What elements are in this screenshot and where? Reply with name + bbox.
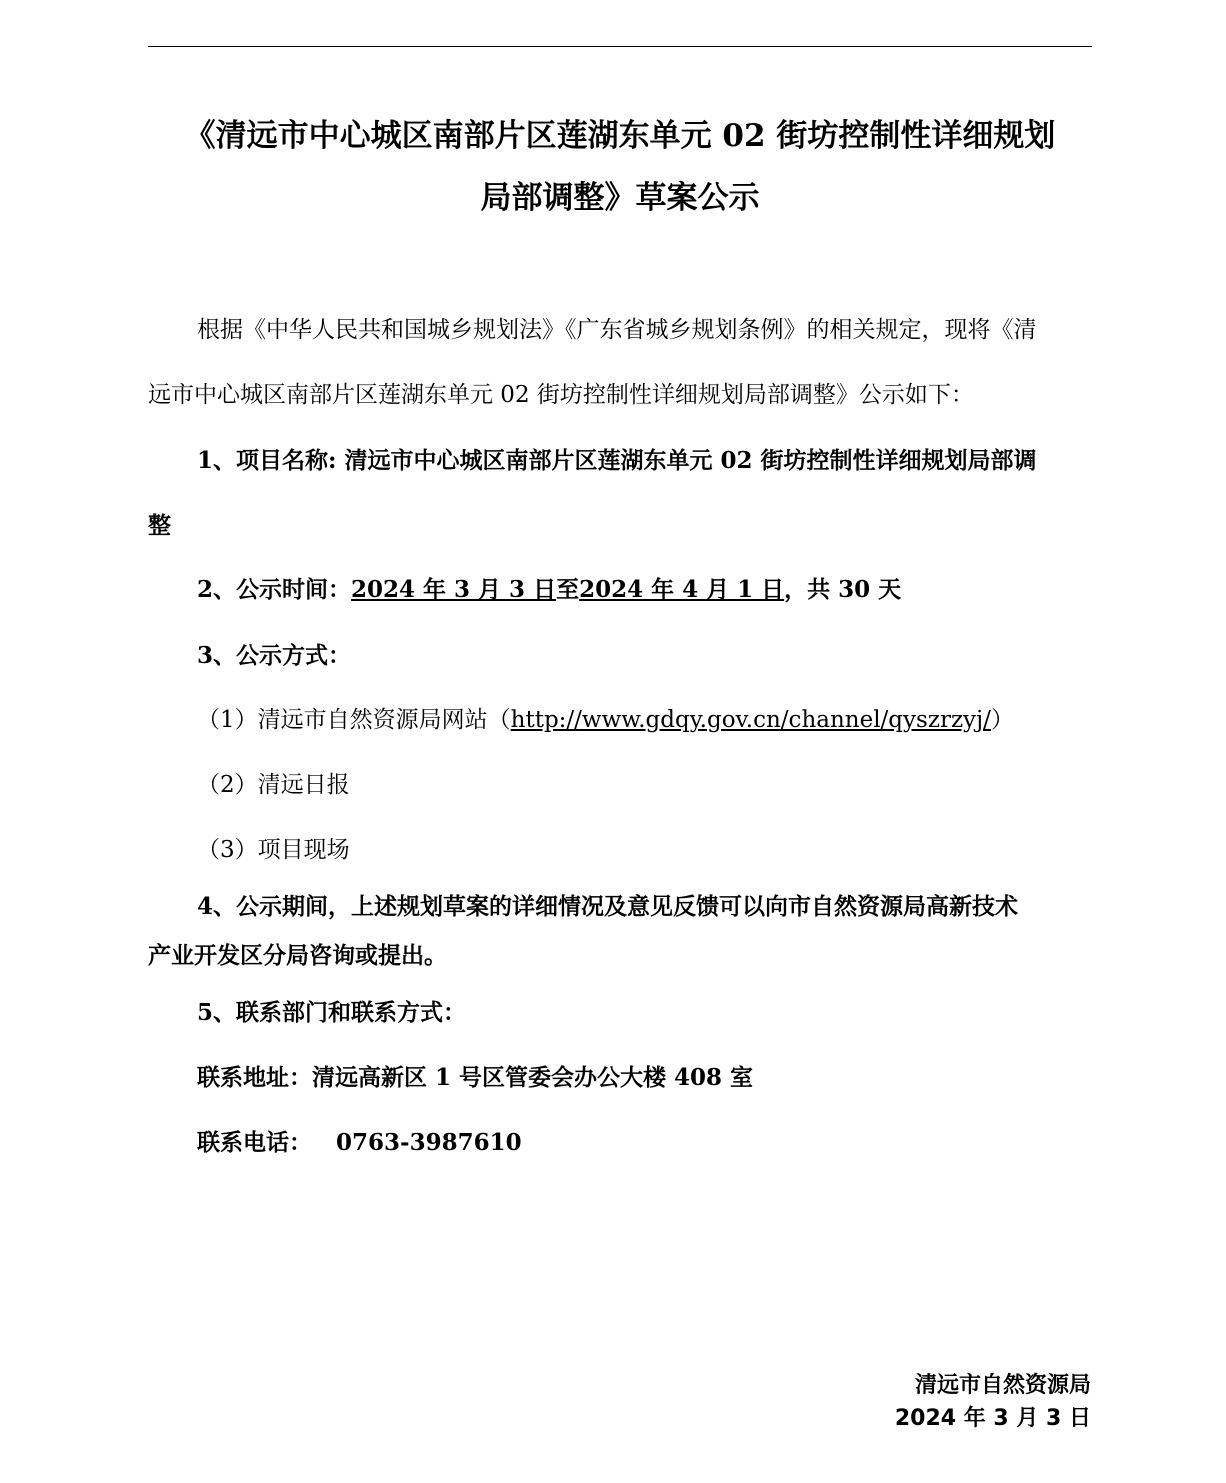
way2-newspaper: （2）清远日报 bbox=[197, 772, 350, 798]
date-connector: 至 bbox=[556, 576, 580, 603]
item4-line1: 4、公示期间，上述规划草案的详细情况及意见反馈可以向市自然资源局高新技术 bbox=[197, 893, 1019, 920]
header-rule bbox=[148, 46, 1092, 47]
doc-title-line2: 局部调整》草案公示 bbox=[480, 180, 760, 216]
item1-line2: 整 bbox=[148, 512, 171, 539]
item4-line2: 产业开发区分局咨询或提出。 bbox=[148, 942, 447, 969]
website-link[interactable]: http://www.gdqy.gov.cn/channel/qyszrzyj/ bbox=[510, 707, 991, 733]
doc-title-line1: 《清远市中心城区南部片区莲湖东单元 02 街坊控制性详细规划 bbox=[184, 118, 1056, 154]
item2-label: 2、公示时间： bbox=[197, 576, 352, 603]
signature-date: 2024 年 3 月 3 日 bbox=[894, 1406, 1091, 1431]
way1-website bbox=[197, 705, 1014, 735]
signature-org: 清远市自然资源局 bbox=[914, 1373, 1091, 1398]
phone-label: 联系电话： bbox=[197, 1129, 312, 1156]
duration: ，共 30 天 bbox=[784, 576, 902, 603]
item5-label: 5、联系部门和联系方式： bbox=[197, 999, 467, 1026]
item1-line1: 1、项目名称: 清远市中心城区南部片区莲湖东单元 02 街坊控制性详细规划局部调 bbox=[197, 447, 1037, 474]
item2-publicity-period bbox=[197, 575, 901, 605]
way3-site: （3）项目现场 bbox=[197, 837, 350, 863]
phone-number: 0763-3987610 bbox=[336, 1129, 522, 1156]
contact-phone bbox=[197, 1128, 522, 1158]
end-date: 2024 年 4 月 1 日 bbox=[579, 576, 785, 603]
intro-line2: 远市中心城区南部片区莲湖东单元 02 街坊控制性详细规划局部调整》公示如下： bbox=[148, 382, 974, 408]
start-date: 2024 年 3 月 3 日 bbox=[351, 576, 557, 603]
intro-line1: 根据《中华人民共和国城乡规划法》《广东省城乡规划条例》的相关规定，现将《清 bbox=[197, 317, 1037, 343]
item3-label: 3、公示方式： bbox=[197, 642, 352, 669]
way1-prefix: （1）清远市自然资源局网站（ bbox=[197, 707, 511, 733]
way1-suffix: ） bbox=[990, 707, 1014, 733]
contact-address: 联系地址：清远高新区 1 号区管委会办公大楼 408 室 bbox=[197, 1064, 754, 1091]
